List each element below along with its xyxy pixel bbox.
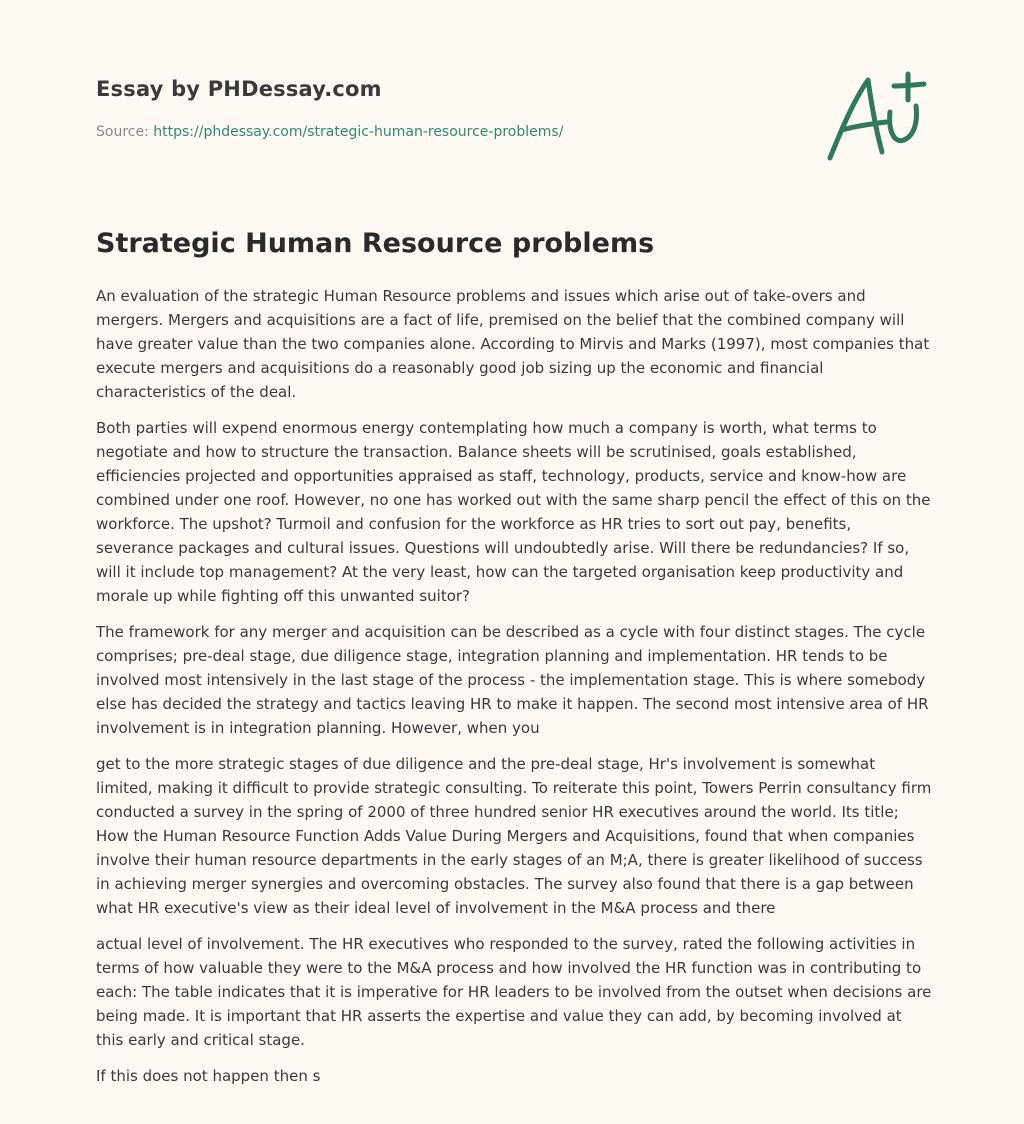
- source-line: [96, 124, 563, 140]
- essay-title: Strategic Human Resource problems: [96, 228, 655, 259]
- source-link[interactable]: https://phdessay.com/strategic-human-resource-problems/: [153, 124, 564, 140]
- essay-paragraph: get to the more strategic stages of due diligence and the pre-deal stage, Hr's involvement is somewhat limited, making it difficult to provide strategic consulting. To reiterate this point, Towers Perrin consultancy firm conducted a survey in the spring of 2000 of three hundred senior HR executives around the world. Its title; How the Human Resource Function Adds Value During Mergers and Acquisitions, found that when companies involve their human resource departments in the early stages of an M;A, there is greater likelihood of success in achieving merger synergies and overcoming obstacles. The survey also found that there is a gap between what HR executive's view as their ideal level of involvement in the M&A process and there: [96, 755, 932, 917]
- source-label: Source:: [96, 124, 149, 140]
- essay-paragraph: actual level of involvement. The HR executives who responded to the survey, rated the following activities in terms of how valuable they were to the M&A process and how involved the HR function was in contributing to each: The table indicates that it is imperative for HR leaders to be involved from the outset when decisions are being made. It is important that HR asserts the expertise and value they can add, by becoming involved at this early and critical stage.: [96, 935, 932, 1049]
- a-plus-grade-icon: [824, 68, 928, 164]
- essay-paragraph: The framework for any merger and acquisition can be described as a cycle with four distinct stages. The cycle comprises; pre-deal stage, due diligence stage, integration planning and implementation. HR tends to be involved most intensively in the last stage of the process - the implementation stage. This is where somebody else has decided the strategy and tactics leaving HR to make it happen. The second most intensive area of HR involvement is in integration planning. However, when you: [96, 623, 929, 737]
- essay-paragraph: Both parties will expend enormous energy contemplating how much a company is worth, what terms to negotiate and how to structure the transaction. Balance sheets will be scrutinised, goals established, efficiencies projected and opportunities appraised as staff, technology, products, service and know-how are combined under one roof. However, no one has worked out with the same sharp pencil the effect of this on the workforce. The upshot? Turmoil and confusion for the workforce as HR tries to sort out pay, benefits, severance packages and cultural issues. Questions will undoubtedly arise. Will there be redundancies? If so, will it include top management? At the very least, how can the targeted organisation keep productivity and morale up while fighting off this unwanted suitor?: [96, 419, 931, 605]
- essay-body: [96, 284, 932, 1100]
- essay-paragraph: If this does not happen then s: [96, 1067, 321, 1085]
- essay-paragraph: An evaluation of the strategic Human Resource problems and issues which arise out of take-overs and mergers. Mergers and acquisitions are a fact of life, premised on the belief that the combined company will have greater value than the two companies alone. According to Mirvis and Marks (1997), most companies that execute mergers and acquisitions do a reasonably good job sizing up the economic and financial characteristics of the deal.: [96, 287, 930, 401]
- site-brand: Essay by PHDessay.com: [96, 77, 382, 101]
